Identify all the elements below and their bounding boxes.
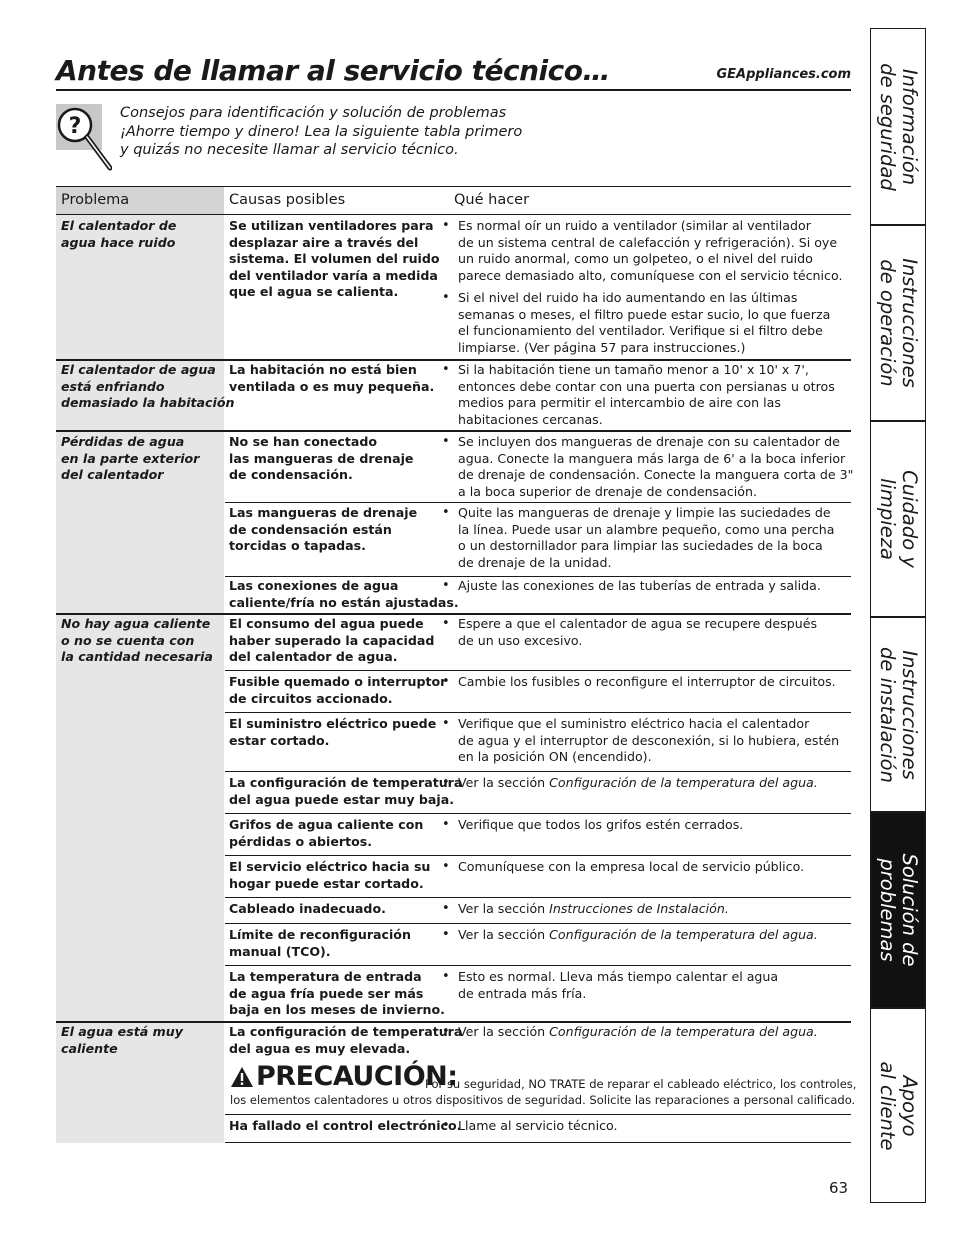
fix-bullet (458, 927, 818, 944)
svg-text:?: ? (68, 114, 82, 139)
cause-cell (229, 817, 423, 850)
cause-line: El consumo del agua puede (229, 616, 424, 631)
fix-line: • Esto es normal. Lleva más tiempo calentar el agua (458, 969, 779, 984)
fix-line: de drenaje de la unidad. (458, 554, 612, 570)
row-divider (225, 670, 851, 671)
cause-line: Grifos de agua caliente con (229, 817, 424, 832)
tips-line: ¡Ahorre tiempo y dinero! Lea la siguiente tabla primero (120, 123, 523, 140)
problem-line: El calentador de (61, 218, 177, 233)
cause-cell (229, 859, 430, 892)
tab-cuidado-limpieza[interactable] (870, 421, 926, 617)
fix-bullet (458, 859, 804, 876)
cause-line: La temperatura de entrada (229, 969, 422, 984)
cause-line: de agua fría puede ser más (229, 985, 424, 1001)
fix-reference: Configuración de la temperatura del agua. (549, 927, 818, 942)
cause-line: Fusible quemado o interruptor (229, 674, 447, 689)
cause-cell (229, 434, 413, 484)
tips-line: Consejos para identificación y solución de problemas (120, 105, 507, 121)
cause-line: hogar puede estar cortado. (229, 875, 424, 891)
row-divider (225, 1114, 851, 1115)
fix-line: la línea. Puede usar un alambre pequeño, como una percha (458, 521, 835, 537)
tab-label (876, 853, 920, 966)
tab-label-line: de instalación (876, 646, 899, 783)
fix-bullet (458, 1024, 818, 1041)
cause-line: Se utilizan ventiladores para (229, 218, 434, 233)
row-divider (225, 813, 851, 814)
fix-bullet (458, 578, 821, 595)
fix-reference: Configuración de la temperatura del agua. (549, 1024, 818, 1039)
cause-line: No se han conectado (229, 434, 378, 449)
cause-line: El suministro eléctrico puede (229, 716, 437, 731)
fix-text: Ver la sección (458, 775, 550, 790)
fix-line: • Es normal oír un ruido a ventilador (similar al ventilador (458, 218, 811, 233)
row-divider (56, 1021, 851, 1023)
fix-bullet (458, 616, 817, 649)
tips-text (120, 104, 522, 160)
fix-line: • Se incluyen dos mangueras de drenaje con su calentador de (458, 434, 840, 449)
tab-label-line: Información (898, 68, 921, 185)
problem-column-shade (56, 214, 224, 1143)
fix-bullet (458, 362, 835, 428)
problem-line: la cantidad necesaria (61, 649, 213, 664)
problem-line: en la parte exterior (61, 450, 200, 466)
cause-line: manual (TCO). (229, 943, 331, 959)
fix-bullet (458, 434, 853, 500)
tab-label-line: de seguridad (876, 62, 899, 191)
fix-bullet (458, 674, 836, 691)
cause-line: caliente/fría no están ajustadas. (229, 594, 459, 610)
row-divider (225, 576, 851, 577)
cause-cell (229, 362, 434, 395)
problem-line: demasiado la habitación (61, 395, 235, 410)
problem-line: o no se cuenta con (61, 632, 195, 648)
cause-line: Las mangueras de drenaje (229, 505, 418, 520)
header-problema: Problema (61, 192, 130, 208)
fix-reference: Instrucciones de Instalación. (549, 901, 729, 916)
fix-text: Ver la sección (458, 901, 550, 916)
tab-label-line: limpieza (876, 478, 899, 560)
caution-heading: PRECAUCIÓN: (256, 1061, 458, 1092)
problem-line: agua hace ruido (61, 234, 176, 250)
title-rule (56, 89, 851, 91)
tab-solucion-problemas[interactable] (870, 812, 926, 1008)
fix-line: • Si el nivel del ruido ha ido aumentando en las últimas (458, 290, 798, 305)
tab-label (876, 647, 920, 783)
problem-cell (61, 362, 234, 412)
row-divider (225, 771, 851, 772)
fix-line: semanas o meses, el filtro puede estar sucio, lo que fuerza (458, 306, 831, 322)
cause-cell (229, 674, 446, 707)
cause-line: torcidas o tapadas. (229, 538, 366, 553)
table-top-rule (56, 186, 851, 187)
tab-label-line: Instrucciones (898, 649, 921, 780)
cause-line: Las conexiones de agua (229, 578, 399, 593)
tab-label (876, 258, 920, 388)
fix-line: de agua y el interruptor de desconexión, si lo hubiera, estén (458, 732, 840, 748)
tab-label-line: problemas (876, 858, 899, 962)
problem-line: Pérdidas de agua (61, 434, 185, 449)
row-divider (56, 613, 851, 615)
fix-line: habitaciones cercanas. (458, 411, 603, 427)
problem-cell (61, 616, 213, 666)
fix-bullet (458, 817, 743, 834)
cause-cell (229, 578, 459, 611)
fix-bullet (458, 218, 842, 284)
tab-label-line: Cuidado y (898, 470, 921, 568)
row-divider (225, 712, 851, 713)
cause-line: del agua es muy elevada. (229, 1040, 411, 1056)
fix-line: • Verifique que el suministro eléctrico hacia el calentador (458, 716, 810, 731)
fix-line: parece demasiado alto, comuníquese con el servicio técnico. (458, 267, 843, 283)
fix-text: Ver la sección (458, 1024, 550, 1039)
fix-line: un ruido anormal, como un golpeteo, o el nivel del ruido (458, 251, 813, 266)
fix-line: de drenaje de condensación. Conecte la manguera corta de 3" (458, 467, 854, 482)
problem-line: No hay agua caliente (61, 616, 211, 631)
cause-cell (229, 716, 436, 749)
problem-line: caliente (61, 1040, 118, 1056)
fix-line: o un destornillador para limpiar las suciedades de la boca (458, 538, 823, 553)
problem-line: El calentador de agua (61, 362, 216, 377)
tab-label (876, 63, 920, 191)
fix-line: • Verifique que todos los grifos estén cerrados. (458, 817, 744, 832)
fix-line: de un uso excesivo. (458, 632, 583, 648)
fix-line: • Espere a que el calentador de agua se recupere después (458, 616, 818, 631)
tab-label-line: Instrucciones (898, 258, 921, 388)
cause-line: La configuración de temperatura (229, 1024, 463, 1039)
cause-line: La configuración de temperatura (229, 775, 463, 790)
header-causas: Causas posibles (229, 192, 346, 208)
fix-line: • Si la habitación tiene un tamaño menor a 10' x 10' x 7', (458, 362, 809, 377)
cause-line: de condensación. (229, 467, 353, 482)
cause-line: baja en los meses de invierno. (229, 1002, 445, 1017)
cause-line: de condensación están (229, 521, 392, 537)
tab-instrucciones-instalacion[interactable] (870, 617, 926, 812)
row-divider (225, 502, 851, 503)
cause-cell (229, 969, 445, 1019)
fix-line: a la boca superior de drenaje de condensación. (458, 483, 757, 499)
cause-cell (229, 1024, 462, 1057)
cause-cell (229, 901, 386, 918)
fix-bullet (458, 290, 830, 356)
cause-line: ventilada o es muy pequeña. (229, 378, 435, 394)
fix-line: • Ajuste las conexiones de las tuberías de entrada y salida. (458, 578, 821, 593)
cause-line: desplazar aire a través del (229, 234, 419, 250)
row-divider (56, 359, 851, 361)
caution-text-line: Por su seguridad, NO TRATE de reparar el cableado eléctrico, los controles, (425, 1077, 857, 1091)
cause-line: haber superado la capacidad (229, 632, 435, 648)
fix-reference: Configuración de la temperatura del agua. (549, 775, 818, 790)
cause-line: pérdidas o abiertos. (229, 833, 373, 849)
cause-line: estar cortado. (229, 732, 330, 748)
fix-bullet (458, 505, 835, 571)
problem-line: del calentador (61, 467, 164, 482)
page-number: 63 (829, 1179, 849, 1197)
fix-line: entonces debe contar con una puerta con persianas u otros (458, 378, 835, 394)
cause-line: Límite de reconfiguración (229, 927, 411, 942)
row-divider (225, 855, 851, 856)
tips-line: y quizás no necesite llamar al servicio técnico. (120, 142, 459, 158)
cause-line: las mangueras de drenaje (229, 450, 414, 466)
row-divider (225, 923, 851, 924)
cause-line: del agua puede estar muy baja. (229, 791, 455, 807)
tab-label (876, 1061, 920, 1150)
problem-cell (61, 218, 176, 251)
page-title: Antes de llamar al servicio técnico… (56, 54, 610, 87)
tab-label-line: al cliente (876, 1060, 899, 1151)
header-que-hacer: Qué hacer (454, 192, 530, 208)
row-divider (56, 430, 851, 432)
fix-bullet (458, 1118, 618, 1135)
fix-line: limpiarse. (Ver página 57 para instrucciones.) (458, 339, 746, 355)
row-divider (225, 965, 851, 966)
fix-bullet (458, 716, 839, 766)
cause-cell (229, 1118, 461, 1135)
cause-cell (229, 775, 462, 808)
cause-line: de circuitos accionado. (229, 690, 393, 706)
magnifier-question-icon (56, 104, 112, 172)
problem-cell (61, 1024, 183, 1057)
fix-line: • Llame al servicio técnico. (458, 1118, 618, 1133)
cause-cell (229, 218, 440, 301)
fix-line: el funcionamiento del ventilador. Verifique si el filtro debe (458, 323, 823, 338)
row-divider (225, 1142, 851, 1143)
tab-label (876, 470, 920, 568)
cause-line: del calentador de agua. (229, 649, 398, 664)
warning-triangle-icon (230, 1066, 254, 1088)
tab-apoyo-cliente[interactable] (870, 1008, 926, 1203)
cause-line: sistema. El volumen del ruido (229, 251, 440, 266)
caution-text-line: los elementos calentadores u otros dispositivos de seguridad. Solicite las reparaciones a personal calificado. (230, 1093, 856, 1107)
fix-line: • Comuníquese con la empresa local de servicio público. (458, 859, 805, 874)
fix-bullet (458, 775, 818, 792)
problem-cell (61, 434, 199, 484)
cause-line: Cableado inadecuado. (229, 901, 386, 916)
fix-line: en la posición ON (encendido). (458, 749, 652, 764)
fix-line: de un sistema central de calefacción y refrigeración). Si oye (458, 234, 838, 250)
cause-cell (229, 505, 417, 555)
row-divider (225, 897, 851, 898)
site-url[interactable]: GEAppliances.com (716, 67, 851, 82)
fix-line: • Quite las mangueras de drenaje y limpie las suciedades de (458, 505, 831, 520)
tab-informacion-seguridad[interactable] (870, 28, 926, 225)
problem-line: está enfriando (61, 378, 165, 394)
fix-text: Ver la sección (458, 927, 550, 942)
cause-line: La habitación no está bien (229, 362, 417, 377)
cause-line: El servicio eléctrico hacia su (229, 859, 431, 874)
fix-bullet (458, 969, 778, 1002)
tab-label-line: Apoyo (898, 1074, 921, 1137)
cause-line: que el agua se calienta. (229, 284, 399, 299)
cause-line: del ventilador varía a medida (229, 267, 438, 283)
tab-label-line: de operación (876, 259, 899, 387)
tab-instrucciones-operacion[interactable] (870, 225, 926, 421)
fix-line: • Cambie los fusibles o reconfigure el interruptor de circuitos. (458, 674, 836, 689)
problem-line: El agua está muy (61, 1024, 183, 1039)
cause-cell (229, 616, 434, 666)
fix-line: de entrada más fría. (458, 985, 587, 1001)
cause-line: Ha fallado el control electrónico. (229, 1118, 462, 1133)
tab-label-line: Solución de (898, 853, 921, 967)
fix-line: medios para permitir el intercambio de aire con las (458, 395, 781, 410)
cause-cell (229, 927, 411, 960)
fix-bullet (458, 901, 729, 918)
fix-line: agua. Conecte la manguera más larga de 6' a la boca inferior (458, 450, 846, 466)
header-bottom-rule (56, 214, 851, 215)
